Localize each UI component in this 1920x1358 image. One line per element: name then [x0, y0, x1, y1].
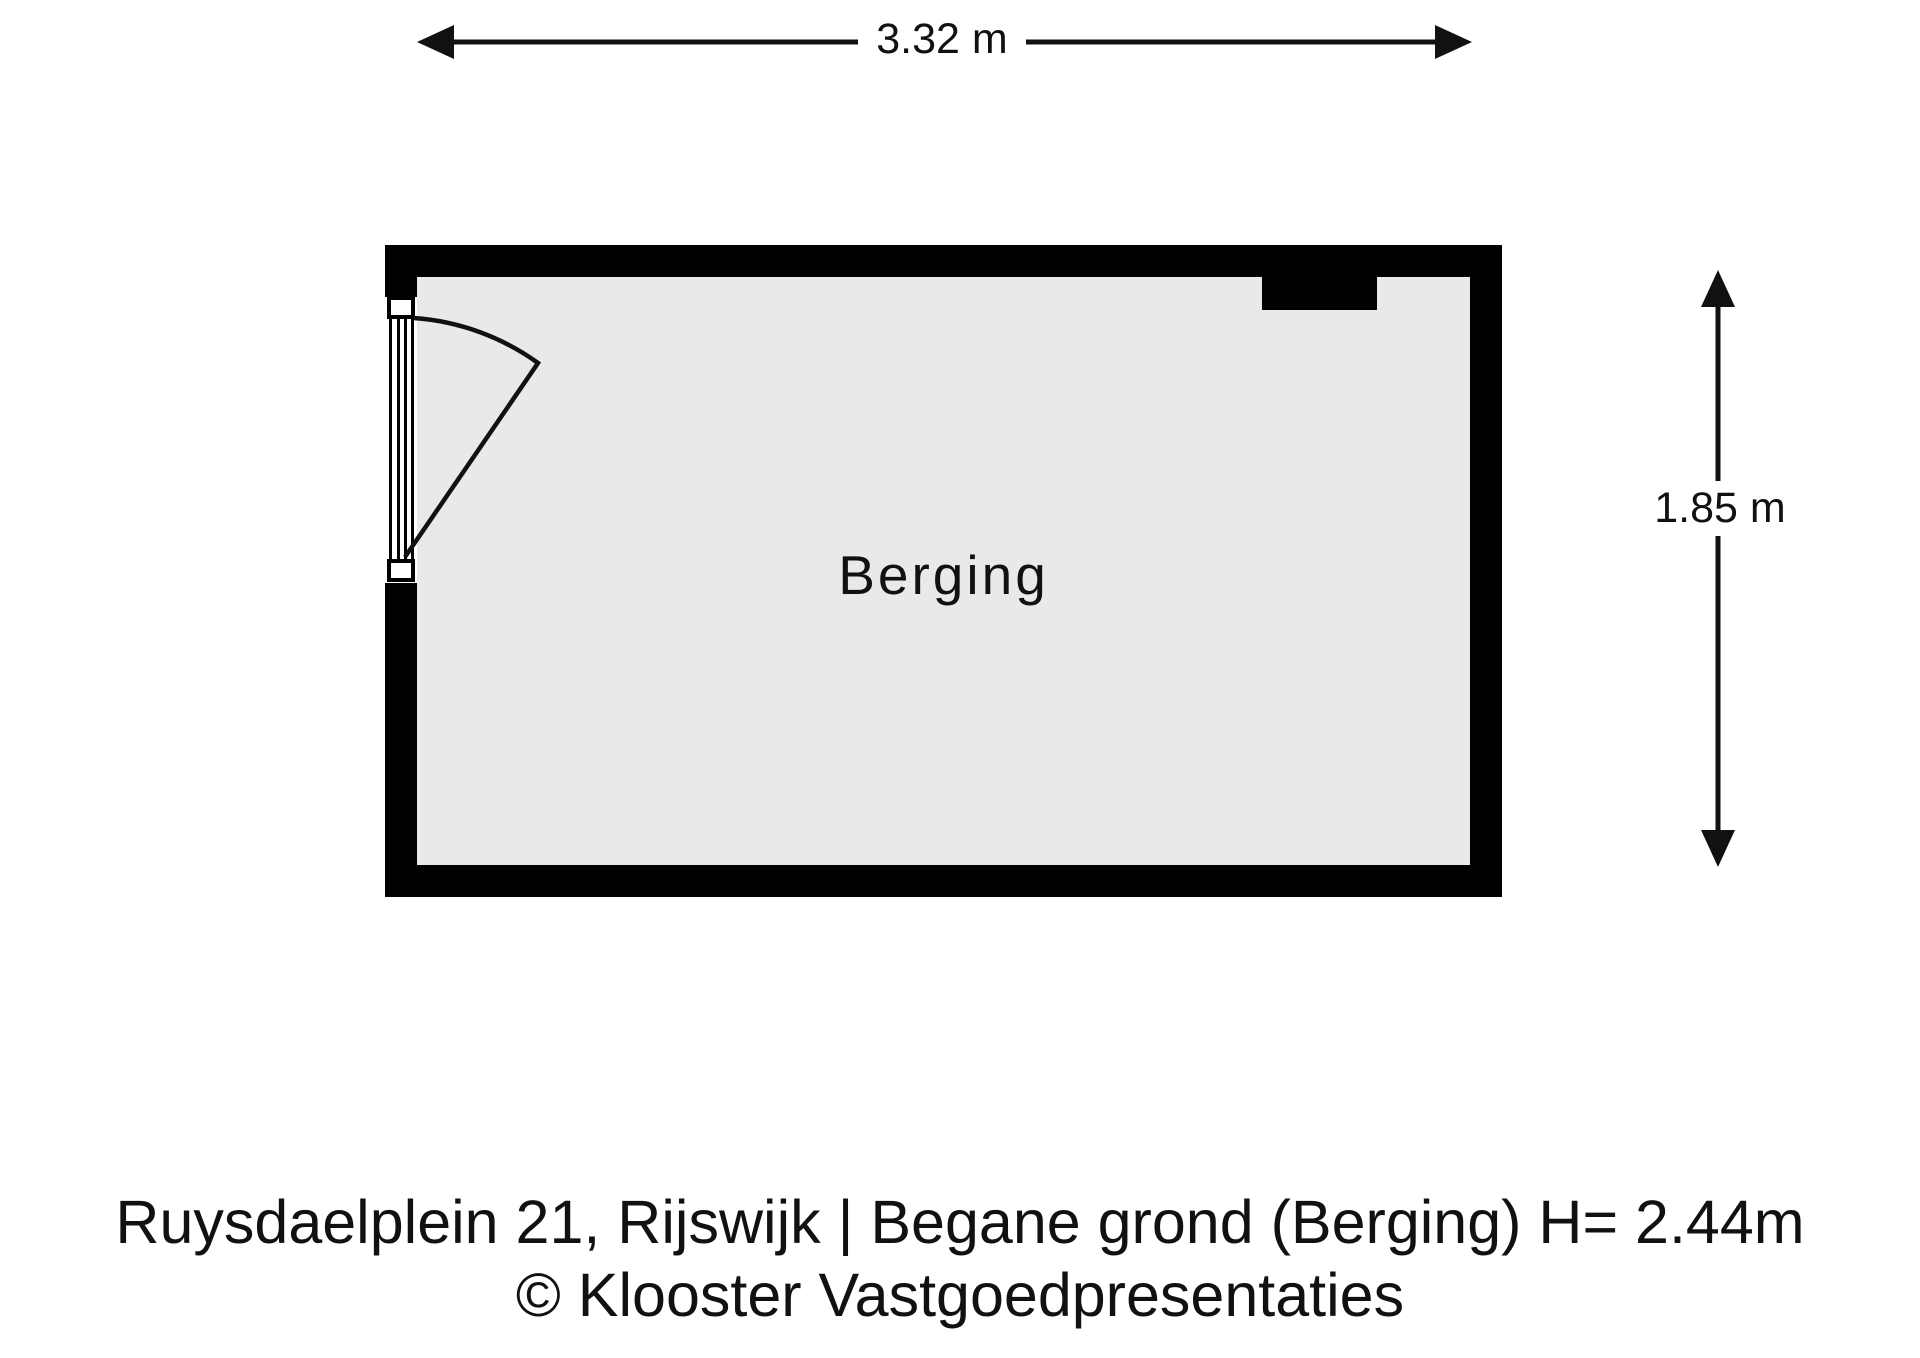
door-leaf [389, 318, 414, 559]
height-dimension-arrow [1701, 270, 1735, 867]
width-dimension-label: 3.32 m [858, 16, 1026, 63]
wall-protrusion [1262, 277, 1377, 310]
door-jamb-top [387, 296, 415, 319]
footer-copyright-line: © Klooster Vastgoedpresentaties [515, 1261, 1405, 1329]
door-jamb-bottom [387, 559, 415, 582]
door-leaf-line [404, 318, 407, 559]
footer-address-line: Ruysdaelplein 21, Rijswijk | Begane grond (Berging) H= 2.44m [115, 1188, 1805, 1256]
footer [0, 1186, 1920, 1332]
door-leaf-line [397, 318, 400, 559]
height-dimension-label: 1.85 m [1638, 481, 1802, 536]
room-label: Berging [838, 544, 1049, 606]
